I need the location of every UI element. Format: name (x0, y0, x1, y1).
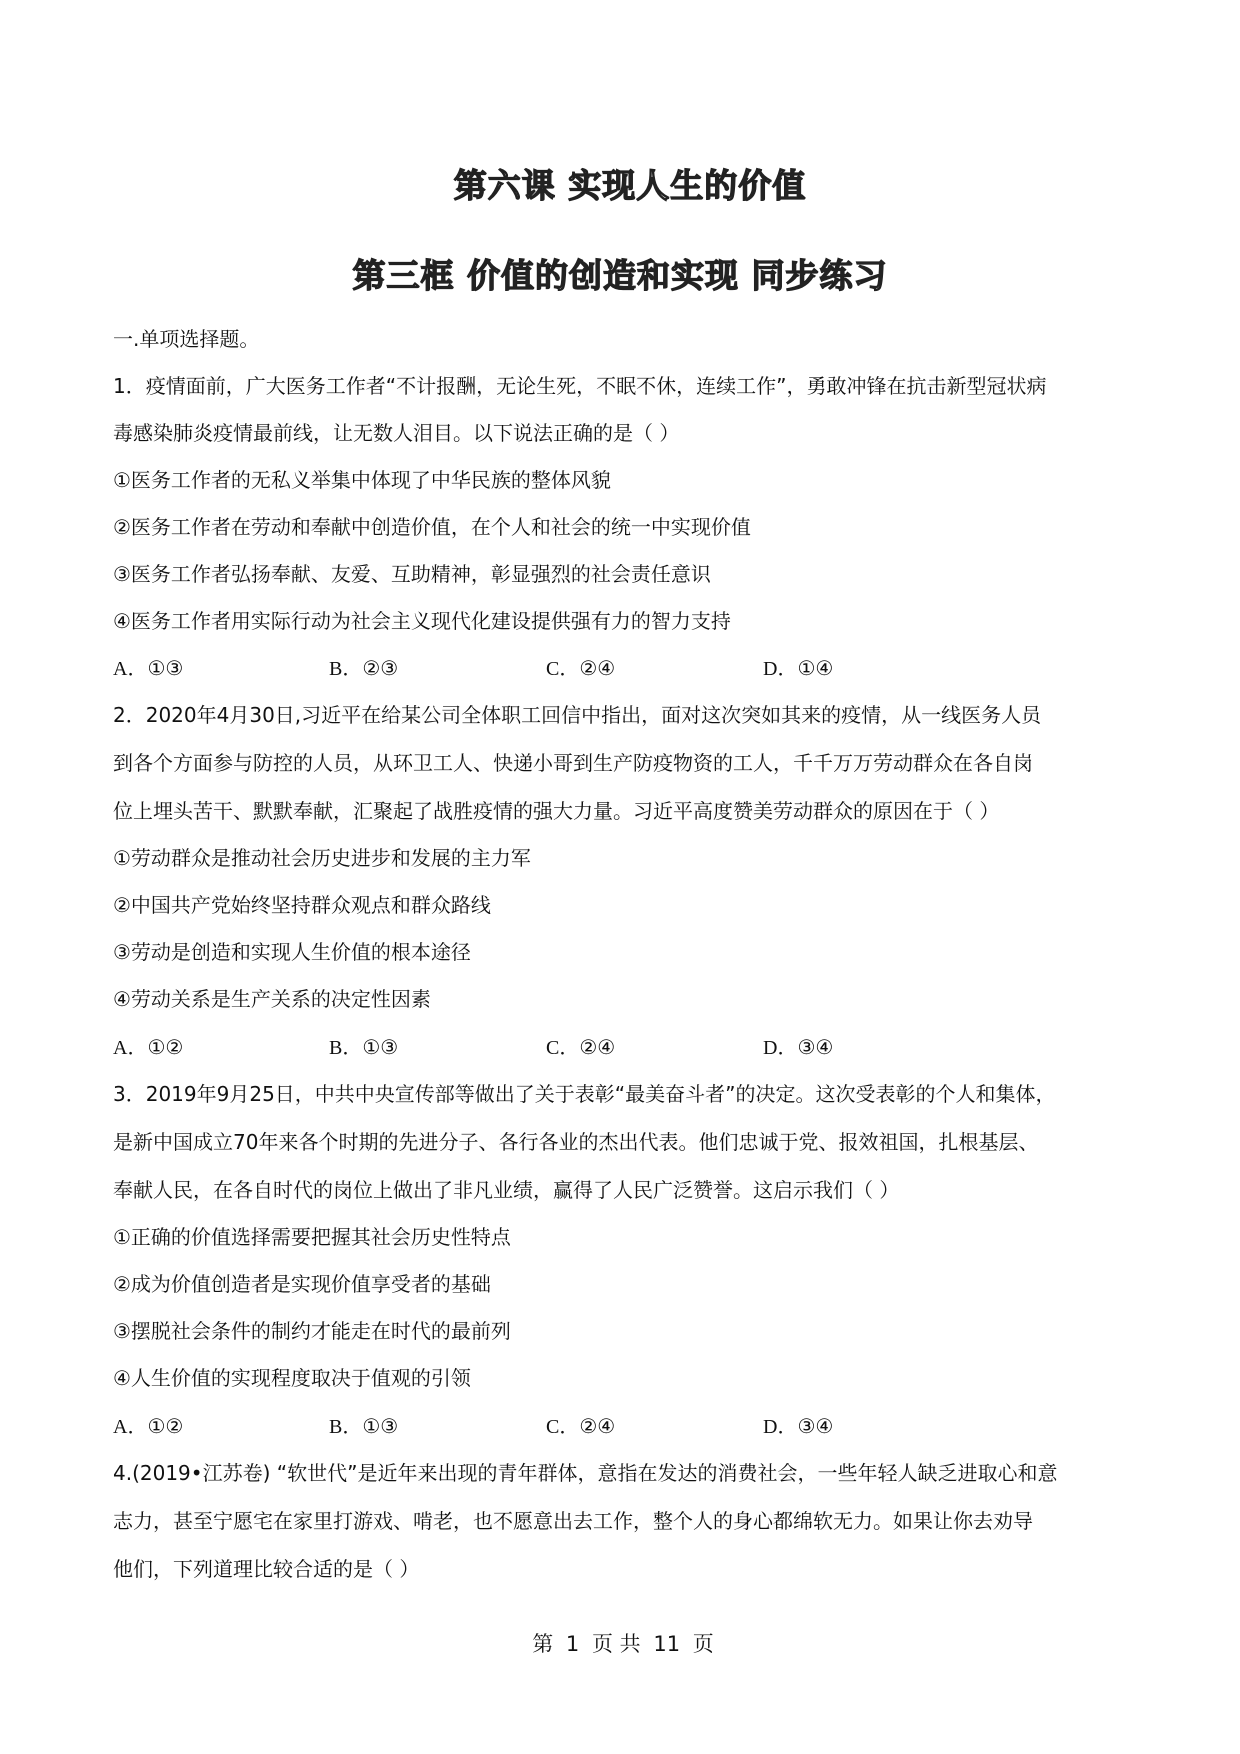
question-stem-line: 2．2020年4月30日,习近平在给某公司全体职工回信中指出，面对这次突如其来的疫情，从一线医务人员 (113, 703, 1042, 727)
footer-suffix: 页 (692, 1632, 714, 1656)
question-stem-line: 毒感染肺炎疫情最前线，让无数人泪目。以下说法正确的是（ ） (113, 421, 680, 445)
footer-prefix: 第 (532, 1632, 554, 1656)
statement: ④人生价值的实现程度取决于值观的引领 (113, 1366, 471, 1390)
page-number: 1 (565, 1632, 580, 1656)
question-stem-line: 位上埋头苦干、默默奉献，汇聚起了战胜疫情的强大力量。习近平高度赞美劳动群众的原因在于（ ） (113, 799, 1000, 823)
question-stem-line: 1．疫情面前，广大医务工作者“不计报酬，无论生死，不眠不休，连续工作”，勇敢冲锋在抗击新型冠状病 (113, 374, 1047, 398)
statement: ①正确的价值选择需要把握其社会历史性特点 (113, 1225, 511, 1249)
statement: ④医务工作者用实际行动为社会主义现代化建设提供强有力的智力支持 (113, 609, 731, 633)
statement: ②成为价值创造者是实现价值享受者的基础 (113, 1272, 491, 1296)
option-b[interactable]: B．①③ (329, 1414, 399, 1438)
question-stem-line: 奉献人民，在各自时代的岗位上做出了非凡业绩，赢得了人民广泛赞誉。这启示我们（ ） (113, 1178, 900, 1202)
page-footer (0, 1628, 1240, 1658)
statement: ③劳动是创造和实现人生价值的根本途径 (113, 940, 471, 964)
statement: ②中国共产党始终坚持群众观点和群众路线 (113, 893, 491, 917)
statement: ②医务工作者在劳动和奉献中创造价值，在个人和社会的统一中实现价值 (113, 515, 751, 539)
statement: ③摆脱社会条件的制约才能走在时代的最前列 (113, 1319, 511, 1343)
option-d[interactable]: D．③④ (763, 1414, 834, 1438)
lesson-title: 第六课 实现人生的价值 (453, 166, 807, 205)
option-a[interactable]: A．①③ (113, 656, 184, 680)
question-stem-line: 志力，甚至宁愿宅在家里打游戏、啃老，也不愿意出去工作，整个人的身心都绵软无力。如果让你去劝导 (113, 1509, 1033, 1533)
total-pages: 11 (653, 1632, 681, 1656)
question-stem-line: 是新中国成立70年来各个时期的先进分子、各行各业的杰出代表。他们忠诚于党、报效祖国，扎根基层、 (113, 1130, 1039, 1154)
option-b[interactable]: B．①③ (329, 1035, 399, 1059)
statement: ③医务工作者弘扬奉献、友爱、互助精神，彰显强烈的社会责任意识 (113, 562, 711, 586)
question-stem-line: 4.(2019•江苏卷) “软世代”是近年来出现的青年群体，意指在发达的消费社会，一些年轻人缺乏进取心和意 (113, 1461, 1058, 1485)
statement: ①劳动群众是推动社会历史进步和发展的主力军 (113, 846, 531, 870)
footer-middle: 页 共 (591, 1632, 641, 1656)
option-c[interactable]: C．②④ (546, 1035, 616, 1059)
option-d[interactable]: D．③④ (763, 1035, 834, 1059)
statement: ④劳动关系是生产关系的决定性因素 (113, 987, 431, 1011)
option-a[interactable]: A．①② (113, 1035, 184, 1059)
question-stem-line: 他们，下列道理比较合适的是（ ） (113, 1557, 420, 1581)
option-d[interactable]: D．①④ (763, 656, 834, 680)
option-a[interactable]: A．①② (113, 1414, 184, 1438)
option-b[interactable]: B．②③ (329, 656, 399, 680)
section-subtitle: 第三框 价值的创造和实现 同步练习 (352, 256, 888, 295)
question-stem-line: 到各个方面参与防控的人员，从环卫工人、快递小哥到生产防疫物资的工人，千千万万劳动群众在各自岗 (113, 751, 1033, 775)
section-heading: 一.单项选择题。 (113, 327, 260, 351)
option-c[interactable]: C．②④ (546, 1414, 616, 1438)
statement: ①医务工作者的无私义举集中体现了中华民族的整体风貌 (113, 468, 611, 492)
option-c[interactable]: C．②④ (546, 656, 616, 680)
question-stem-line: 3．2019年9月25日，中共中央宣传部等做出了关于表彰“最美奋斗者”的决定。这次受表彰的个人和集体， (113, 1082, 1056, 1106)
